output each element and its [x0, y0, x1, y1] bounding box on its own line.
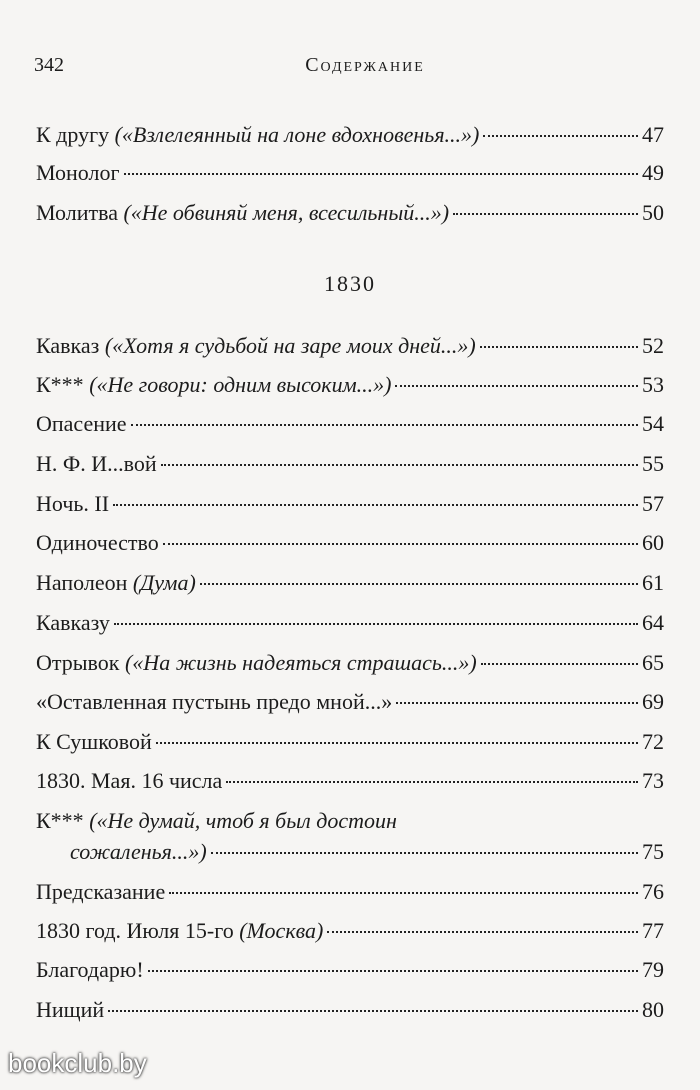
toc-entry: 1830. Мая. 16 числа 73 — [36, 768, 664, 793]
toc-entry: Ночь. II 57 — [36, 491, 664, 516]
page-title: Содержание — [305, 54, 425, 76]
toc-entry: К другу («Взлелеянный на лоне вдохновенья...») 47 — [36, 122, 664, 147]
toc-entry-first-line: К*** («Не думай, чтоб я был достоин — [36, 808, 397, 833]
toc-entry: Молитва («Не обвиняй меня, всесильный...») 50 — [36, 200, 664, 225]
toc-entry: К Сушковой 72 — [36, 729, 664, 754]
year-heading: 1830 — [324, 271, 376, 296]
toc-entry: Кавказ («Хотя я судьбой на заре моих дней...») 52 — [36, 333, 664, 358]
toc-entry: Опасение 54 — [36, 411, 664, 436]
toc-entry: Наполеон (Дума) 61 — [36, 570, 664, 595]
toc-entry: Кавказу 64 — [36, 610, 664, 635]
toc-entry: Нищий 80 — [36, 997, 664, 1022]
toc-entry-continuation: сожаленья...») 75 — [70, 839, 664, 864]
toc-entry: Благодарю! 79 — [36, 957, 664, 982]
toc-entry: Н. Ф. И...вой 55 — [36, 451, 664, 476]
toc-entry: Предсказание 76 — [36, 879, 664, 904]
page-number: 342 — [34, 54, 64, 76]
toc-entry: «Оставленная пустынь предо мной...» 69 — [36, 689, 664, 714]
toc-entry: Монолог 49 — [36, 160, 664, 185]
toc-entry: Отрывок («На жизнь надеяться страшась...») 65 — [36, 650, 664, 675]
toc-entry: К*** («Не говори: одним высоким...») 53 — [36, 372, 664, 397]
toc-entry: Одиночество 60 — [36, 530, 664, 555]
watermark: bookclub.by — [8, 1048, 147, 1078]
toc-entry: 1830 год. Июля 15-го (Москва) 77 — [36, 918, 664, 943]
